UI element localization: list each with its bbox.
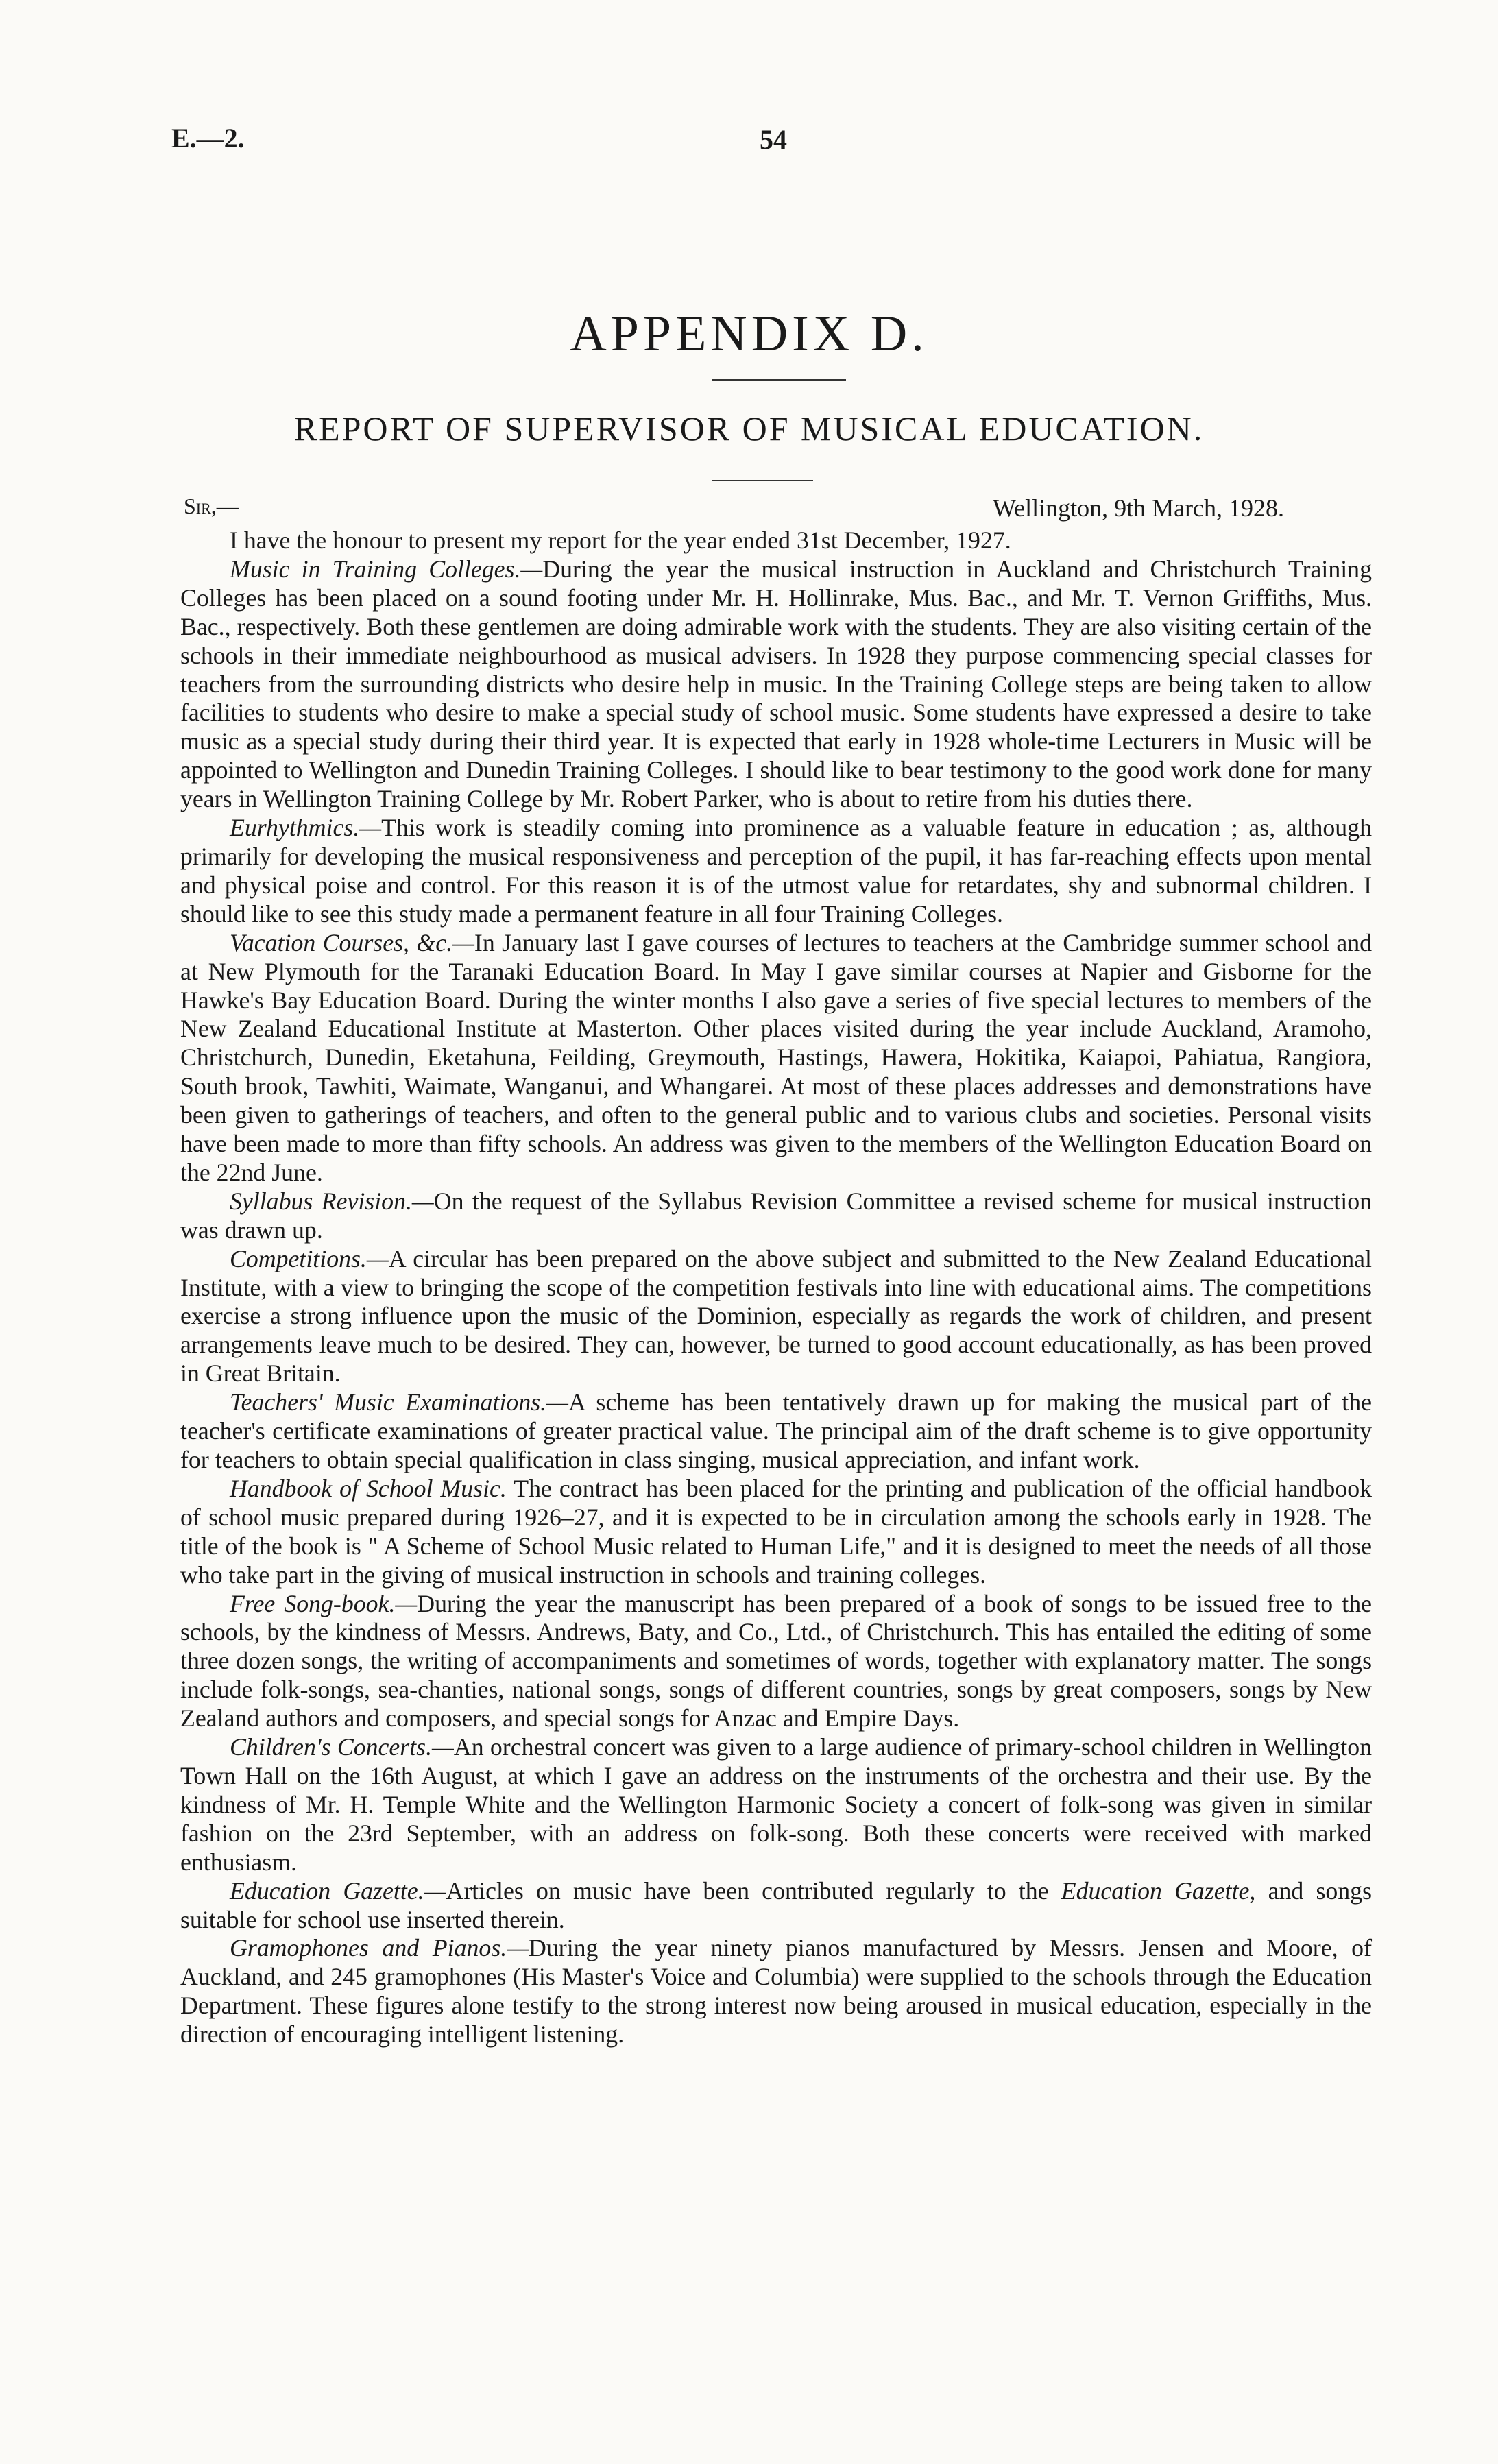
paragraph-text: I have the honour to present my report for the year ended 31st December, 1927. bbox=[230, 527, 1011, 554]
paragraph-text: A scheme has been tentatively drawn up for making the musical part of the teacher's certificate examinations of greater practical value. The principal aim of the draft scheme is to give opportunity for teachers to obtain special qualification in class singing, musical appreciation, and infant work. bbox=[180, 1388, 1372, 1473]
document-reference: E.—2. bbox=[171, 123, 245, 154]
paragraph bbox=[180, 1187, 1372, 1245]
paragraph-heading: Education Gazette.— bbox=[230, 1876, 446, 1905]
report-body bbox=[180, 527, 1372, 2049]
paragraph-heading: Teachers' Music Examinations.— bbox=[230, 1388, 568, 1416]
paragraph-heading: Children's Concerts.— bbox=[230, 1733, 454, 1761]
paragraph-text: During the year the musical instruction in Auckland and Christchurch Training Colleges has been placed on a sound footing under Mr. H. Hollinrake, Mus. Bac., and Mr. T. Vernon Griffiths, Mus. Bac., respectively. Both these gentlemen are doing admirable work with the students. They are also visiting certain of the schools in their immediate neighbourhood as musical advisers. In 1928 they purpose commencing special classes for teachers from the surrounding districts who desire help in music. In the Training College steps are being taken to allow facilities to students who desire to make a special study of school music. Some students have expressed a desire to take music as a special study during their third year. It is expected that early in 1928 whole-time Lecturers in Music will be appointed to Wellington and Dunedin Training Colleges. I should like to bear testimony to the good work done for many years in Wellington Training College by Mr. Robert Parker, who is about to retire from his duties there. bbox=[180, 555, 1372, 813]
paragraph-heading: Vacation Courses, &c.— bbox=[230, 928, 474, 956]
paragraph-text: This work is steadily coming into prominence as a valuable feature in education ; as, although primarily for developing the musical responsiveness and perception of the pupil, it has far-reaching effects upon mental and physical poise and control. For this reason it is of the utmost value for retardates, shy and subnormal children. I should like to see this study made a permanent feature in all four Training Colleges. bbox=[180, 814, 1372, 928]
report-subtitle: REPORT OF SUPERVISOR OF MUSICAL EDUCATION. bbox=[293, 409, 1205, 448]
paragraph bbox=[180, 814, 1372, 929]
paragraph-heading: Music in Training Colleges.— bbox=[230, 555, 543, 583]
paragraph bbox=[180, 555, 1372, 814]
paragraph-heading: Free Song-book.— bbox=[230, 1589, 418, 1617]
page-number: 54 bbox=[760, 124, 787, 155]
paragraph bbox=[180, 1245, 1372, 1389]
paragraph-text: During the year the manuscript has been prepared of a book of songs to be issued free to the schools, by the kindness of Messrs. Andrews, Baty, and Co., Ltd., of Christchurch. This has entailed the editing of some three dozen songs, the writing of accompaniments and sometimes of words, together with explanatory matter. The songs include folk-songs, sea-chanties, national songs, songs of different countries, songs by great composers, songs by New Zealand authors and composers, and special songs for Anzac and Empire Days. bbox=[180, 1589, 1373, 1732]
paragraph bbox=[180, 1733, 1372, 1877]
paragraph bbox=[180, 1877, 1372, 1935]
paragraph bbox=[180, 1590, 1372, 1734]
salutation: Sir,— bbox=[184, 494, 239, 518]
title-rule bbox=[712, 379, 846, 381]
paragraph-heading: Syllabus Revision.— bbox=[230, 1187, 434, 1215]
paragraph-heading: Handbook of School Music. bbox=[230, 1474, 507, 1502]
paragraph-text: and songs suitable for school use inserted therein. bbox=[180, 1876, 1372, 1933]
place-date: Wellington, 9th March, 1928. bbox=[993, 494, 1285, 522]
paragraph-heading: Gramophones and Pianos.— bbox=[230, 1934, 529, 1962]
paragraph-text: Articles on music have been contributed regularly to the bbox=[446, 1876, 1061, 1905]
paragraph-heading: Competitions.— bbox=[230, 1244, 389, 1272]
paragraph-italic: Education Gazette, bbox=[1061, 1876, 1256, 1905]
subtitle-rule bbox=[712, 480, 813, 481]
paragraph-text: A circular has been prepared on the above subject and submitted to the New Zealand Educational Institute, with a view to bringing the scope of the competition festivals into line with educational aims. The competitions exercise a strong influence upon the music of the Dominion, especially as regards the work of children, and present arrangements leave much to be desired. They can, however, be turned to good account educationally, as has been proved in Great Britain. bbox=[180, 1244, 1372, 1388]
paragraph bbox=[180, 1934, 1372, 2049]
paragraph bbox=[180, 1388, 1372, 1475]
appendix-title: APPENDIX D. bbox=[570, 306, 928, 362]
paragraph bbox=[180, 527, 1372, 555]
paragraph-text: On the request of the Syllabus Revision Committee a revised scheme for musical instruction was drawn up. bbox=[180, 1187, 1372, 1244]
paragraph-text: An orchestral concert was given to a large audience of primary-school children in Wellington Town Hall on the 16th August, at which I gave an address on the instruments of the orchestra and their use. By the kindness of Mr. H. Temple White and the Wellington Harmonic Society a concert of folk-song was given in similar fashion on the 23rd September, with an address on folk-song. Both these concerts were received with marked enthusiasm. bbox=[180, 1733, 1373, 1876]
paragraph-text: During the year ninety pianos manufactured by Messrs. Jensen and Moore, of Auckland, and 245 gramophones (His Master's Voice and Columbia) were supplied to the schools through the Education Department. These figures alone testify to the strong interest now being aroused in musical education, especially in the direction of encouraging intelligent listening. bbox=[180, 1934, 1372, 2049]
paragraph-text: In January last I gave courses of lectures to teachers at the Cambridge summer school and at New Plymouth for the Taranaki Education Board. In May I gave similar courses at Napier and Gisborne for the Hawke's Bay Education Board. During the winter months I also gave a series of five special lectures to members of the New Zealand Educational Institute at Masterton. Other places visited during the year include Auckland, Aramoho, Christchurch, Dunedin, Eketahuna, Feilding, Greymouth, Hastings, Hawera, Hokitika, Kaiapoi, Pahiatua, Rangiora, South brook, Tawhiti, Waimate, Wanganui, and Whangarei. At most of these places addresses and demonstrations have been given to gatherings of teachers, and often to the general public and to various clubs and societies. Personal visits have been made to more than fifty schools. An address was given to the members of the Wellington Education Board on the 22nd June. bbox=[180, 928, 1372, 1186]
paragraph-heading: Eurhythmics.— bbox=[230, 814, 382, 842]
paragraph bbox=[180, 1475, 1372, 1590]
paragraph-text: The contract has been placed for the printing and publication of the official handbook of school music prepared during 1926–27, and it is expected to be in circulation among the schools early in 1928. The title of the book is " A Scheme of School Music related to Human Life," and it is designed to meet the needs of all those who take part in the giving of musical instruction in schools and training colleges. bbox=[180, 1474, 1372, 1589]
paragraph bbox=[180, 929, 1372, 1187]
